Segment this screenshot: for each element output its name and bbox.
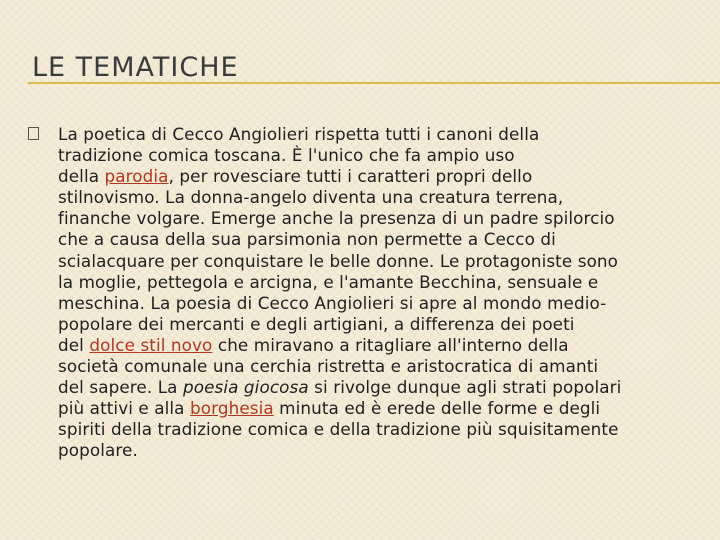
link-parodia[interactable]: parodia: [104, 166, 169, 187]
paragraph-line: [58, 166, 708, 187]
line-text: si rivolge dunque agli strati popolari: [308, 377, 622, 398]
paragraph-line: [58, 377, 708, 398]
paragraph-line: [58, 124, 708, 145]
paragraph-line: [58, 187, 708, 208]
line-text: del sapere. La: [58, 377, 183, 398]
paragraph-line: [58, 356, 708, 377]
link-borghesia[interactable]: borghesia: [190, 398, 274, 419]
slide-title: LE TEMATICHE: [32, 52, 239, 83]
line-text: meschina. La poesia di Cecco Angiolieri si apre al mondo medio-: [58, 292, 607, 313]
line-text: che a causa della sua parsimonia non permette a Cecco di: [58, 229, 556, 250]
paragraph-line: [58, 398, 708, 419]
italic-term: poesia giocosa: [182, 377, 309, 398]
paragraph-line: [58, 419, 708, 440]
line-text: del: [58, 334, 90, 355]
paragraph-line: [58, 145, 708, 166]
paragraph-line: [58, 314, 708, 335]
paragraph-line: [58, 335, 708, 356]
line-text: popolare.: [58, 440, 138, 461]
paragraph-line: [58, 208, 708, 229]
bullet-paragraph: [58, 124, 708, 462]
paragraph-line: [58, 272, 708, 293]
line-text: la moglie, pettegola e arcigna, e l'amante Becchina, sensuale e: [58, 271, 599, 292]
line-text: che miravano a ritagliare all'interno della: [212, 334, 569, 355]
line-text: , per rovesciare tutti i caratteri propri dello: [168, 166, 533, 187]
line-text: spiriti della tradizione comica e della tradizione più squisitamente: [58, 419, 619, 440]
paragraph-line: [58, 440, 708, 461]
line-text: La poetica di Cecco Angiolieri rispetta tutti i canoni della: [58, 124, 540, 144]
paragraph-line: [58, 229, 708, 250]
line-text: stilnovismo. La donna-angelo diventa una creatura terrena,: [58, 187, 564, 208]
line-text: popolare dei mercanti e degli artigiani, a differenza dei poeti: [58, 313, 575, 334]
line-text: società comunale una cerchia ristretta e aristocratica di amanti: [58, 356, 599, 377]
line-text: della: [58, 166, 105, 187]
square-bullet-icon: [28, 127, 39, 140]
line-text: finanche volgare. Emerge anche la presenza di un padre spilorcio: [58, 208, 615, 229]
paragraph-line: [58, 251, 708, 272]
link-dolce-stil-novo[interactable]: dolce stil novo: [89, 334, 213, 355]
line-text: tradizione comica toscana. È l'unico che fa ampio uso: [58, 145, 515, 166]
line-text: più attivi e alla: [58, 398, 191, 419]
line-text: scialacquare per conquistare le belle donne. Le protagoniste sono: [58, 250, 619, 271]
title-divider: [28, 82, 720, 84]
paragraph-line: [58, 293, 708, 314]
line-text: minuta ed è erede delle forme e degli: [273, 398, 601, 419]
